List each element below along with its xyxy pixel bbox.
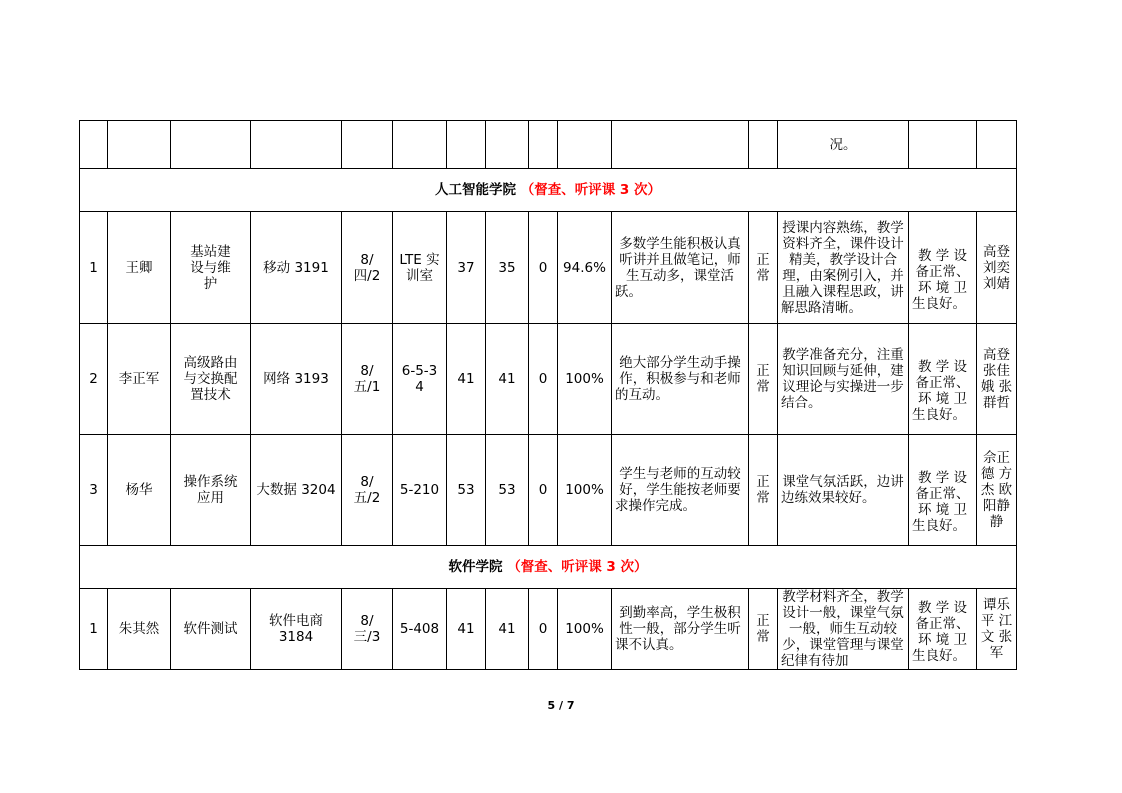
- teacher-cell: 杨华: [108, 435, 171, 546]
- room-cell: LTE 实训室: [393, 212, 447, 324]
- page-number: 5 / 7: [547, 699, 575, 712]
- section-title: 人工智能学院: [435, 182, 516, 198]
- section-note: （督查、听评课 3 次）: [507, 559, 648, 575]
- teacher-cell: 朱其然: [108, 589, 171, 670]
- environment-cell: 教 学 设备正常、环 境 卫生良好。: [909, 324, 977, 435]
- course-cell: 高级路由与交换配置技术: [171, 324, 251, 435]
- actual-count: 53: [486, 435, 529, 546]
- comment-cell: 授课内容熟练，教学资料齐全，课件设计精美，教学设计合理，由案例引入，并且融入课程思政，讲解思路清晰。: [778, 212, 909, 324]
- teacher-cell: 王卿: [108, 212, 171, 324]
- status-cell: 正常: [749, 589, 778, 670]
- comment-cell: 课堂气氛活跃，边讲边练效果较好。: [778, 435, 909, 546]
- section-note: （督查、听评课 3 次）: [520, 182, 661, 198]
- time-cell: 8/五/2: [342, 435, 393, 546]
- inspectors-cell: 佘正德 方杰 欧阳静 静: [977, 435, 1017, 546]
- comment-cell: 教学材料齐全，教学设计一般，课堂气氛一般，师生互动较少，课堂管理与课堂纪律有待加: [778, 589, 909, 670]
- situation-cell: 到勤率高，学生极积性一般，部分学生听课不认真。: [612, 589, 749, 670]
- course-cell: 操作系统应用: [171, 435, 251, 546]
- attendance-rate: 100%: [558, 589, 612, 670]
- class-cell: 移动 3191: [251, 212, 342, 324]
- row-number: 1: [80, 212, 108, 324]
- time-cell: 8/四/2: [342, 212, 393, 324]
- absent-count: 0: [529, 589, 558, 670]
- situation-cell: 学生与老师的互动较好，学生能按老师要求操作完成。: [612, 435, 749, 546]
- time-cell: 8/五/1: [342, 324, 393, 435]
- table-row: [80, 435, 1017, 546]
- time-cell: 8/三/3: [342, 589, 393, 670]
- expected-count: 53: [447, 435, 486, 546]
- section-header: [80, 546, 1017, 589]
- status-cell: 正常: [749, 212, 778, 324]
- table-row: [80, 212, 1017, 324]
- class-cell: 大数据 3204: [251, 435, 342, 546]
- class-cell: 网络 3193: [251, 324, 342, 435]
- row-number: 2: [80, 324, 108, 435]
- teacher-cell: 李正军: [108, 324, 171, 435]
- table-row: [80, 324, 1017, 435]
- attendance-rate: 100%: [558, 435, 612, 546]
- absent-count: 0: [529, 435, 558, 546]
- comment-cell: 况。: [778, 121, 909, 169]
- expected-count: 41: [447, 324, 486, 435]
- section-header: [80, 169, 1017, 212]
- absent-count: 0: [529, 212, 558, 324]
- situation-cell: 绝大部分学生动手操作，积极参与和老师的互动。: [612, 324, 749, 435]
- inspectors-cell: 谭乐平 江文 张军: [977, 589, 1017, 670]
- attendance-rate: 100%: [558, 324, 612, 435]
- environment-cell: 教 学 设备正常、环 境 卫生良好。: [909, 212, 977, 324]
- expected-count: 37: [447, 212, 486, 324]
- absent-count: 0: [529, 324, 558, 435]
- course-cell: 基站建设与维护: [171, 212, 251, 324]
- attendance-rate: 94.6%: [558, 212, 612, 324]
- row-number: 3: [80, 435, 108, 546]
- inspection-table: [79, 120, 1017, 670]
- inspectors-cell: 高登 刘奕 刘婧: [977, 212, 1017, 324]
- table-row: [80, 121, 1017, 169]
- actual-count: 41: [486, 324, 529, 435]
- environment-cell: 教 学 设备正常、环 境 卫生良好。: [909, 589, 977, 670]
- course-cell: 软件测试: [171, 589, 251, 670]
- row-number: 1: [80, 589, 108, 670]
- actual-count: 41: [486, 589, 529, 670]
- table-row: [80, 589, 1017, 670]
- comment-cell: 教学准备充分，注重知识回顾与延伸，建议理论与实操进一步结合。: [778, 324, 909, 435]
- inspectors-cell: 高登 张佳娥 张群哲: [977, 324, 1017, 435]
- environment-cell: 教 学 设备正常、环 境 卫生良好。: [909, 435, 977, 546]
- room-cell: 5-210: [393, 435, 447, 546]
- situation-cell: 多数学生能积极认真听讲并且做笔记，师生互动多，课堂活跃。: [612, 212, 749, 324]
- class-cell: 软件电商 3184: [251, 589, 342, 670]
- section-title: 软件学院: [448, 559, 503, 575]
- status-cell: 正常: [749, 435, 778, 546]
- status-cell: 正常: [749, 324, 778, 435]
- room-cell: 6-5-34: [393, 324, 447, 435]
- room-cell: 5-408: [393, 589, 447, 670]
- expected-count: 41: [447, 589, 486, 670]
- actual-count: 35: [486, 212, 529, 324]
